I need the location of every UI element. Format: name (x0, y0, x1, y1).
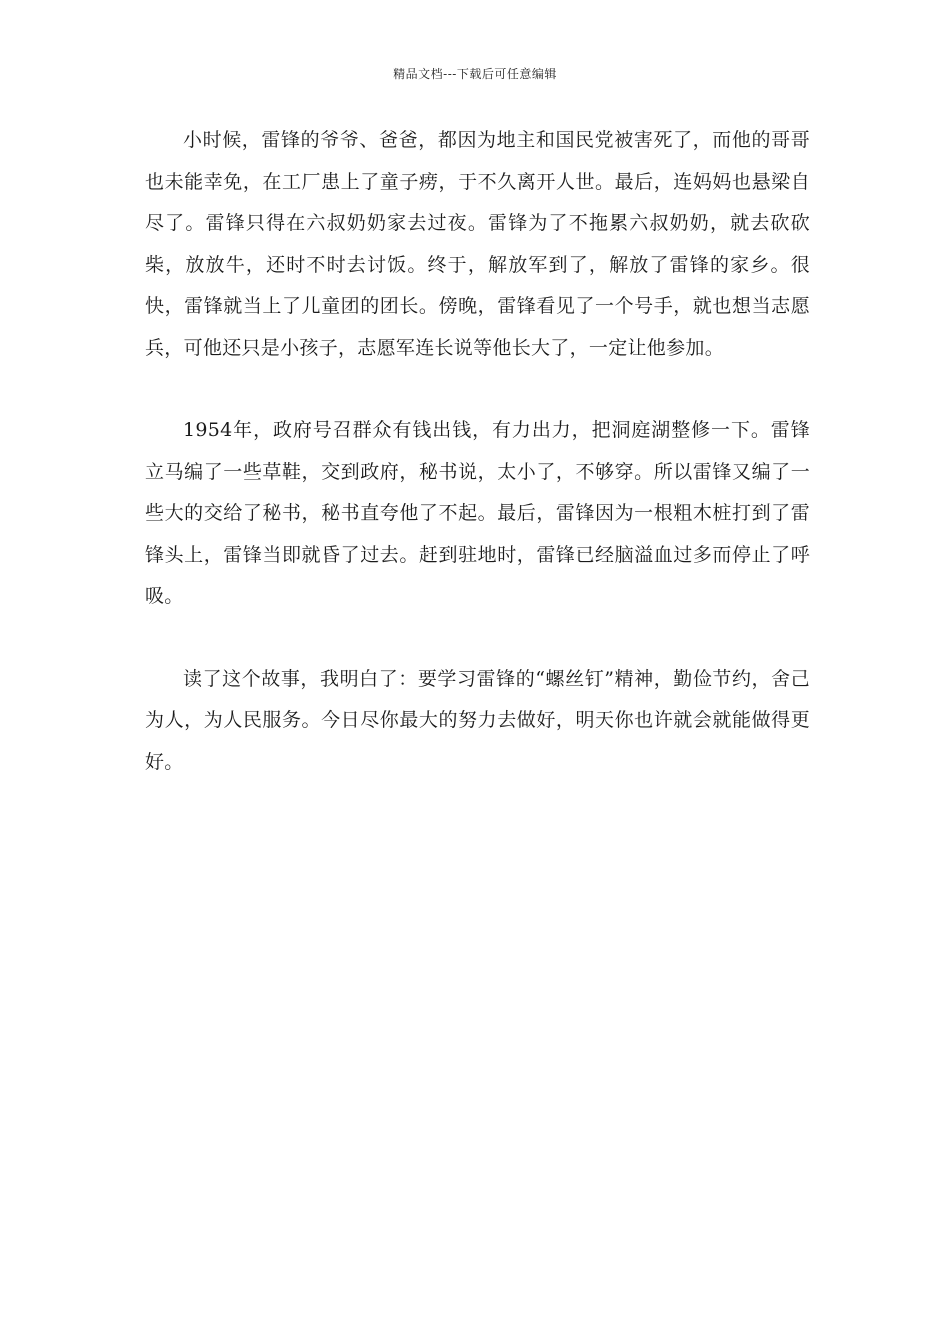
page-header: 精品文档---下载后可任意编辑 (393, 67, 557, 81)
paragraph-reflection: 读了这个故事，我明白了：要学习雷锋的“螺丝钉”精神，勤俭节约，舍己为人，为人民服务。今日尽你最大的努力去做好，明天你也许就会就能做得更好。 (145, 667, 810, 773)
document-body (145, 120, 810, 824)
paragraph-childhood: 小时候，雷锋的爷爷、爸爸，都因为地主和国民党被害死了，而他的哥哥也未能幸免，在工厂患上了童子痨，于不久离开人世。最后，连妈妈也悬梁自尽了。雷锋只得在六叔奶奶家去过夜。雷锋为了不拖累六叔奶奶，就去砍砍柴，放放牛，还时不时去讨饭。终于，解放军到了，解放了雷锋的家乡。很快，雷锋就当上了儿童团的团长。傍晚，雷锋看见了一个号手，就也想当志愿兵，可他还只是小孩子，志愿军连长说等他长大了，一定让他参加。 (145, 129, 810, 359)
paragraph-1954: 1954年，政府号召群众有钱出钱，有力出力，把洞庭湖整修一下。雷锋立马编了一些草鞋，交到政府，秘书说，太小了，不够穿。所以雷锋又编了一些大的交给了秘书，秘书直夸他了不起。最后，雷锋因为一根粗木桩打到了雷锋头上，雷锋当即就昏了过去。赶到驻地时，雷锋已经脑溢血过多而停止了呼吸。 (145, 419, 810, 607)
